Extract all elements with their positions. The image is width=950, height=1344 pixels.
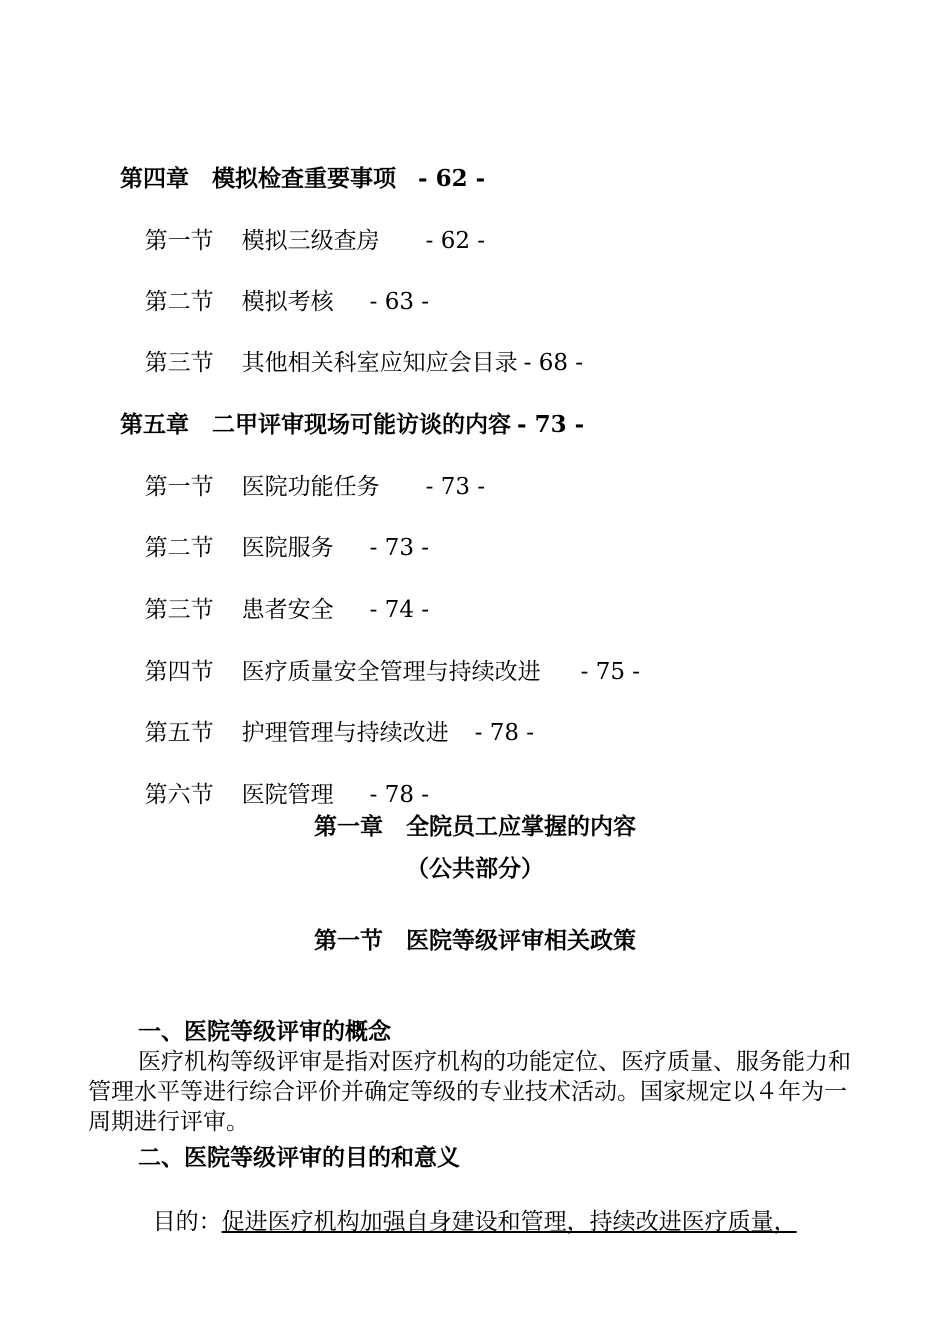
toc-chapter-4-title: 第四章 模拟检查重要事项 <box>120 165 397 192</box>
section-title: 第一节 医院等级评审相关政策 <box>314 927 636 954</box>
heading-concept: 一、医院等级评审的概念 <box>138 1018 391 1045</box>
purpose-line <box>138 1177 797 1237</box>
toc-chapter-5[interactable] <box>104 380 584 440</box>
toc-section-page: - 62 - <box>425 228 486 254</box>
toc-section-title: 医院功能任务 <box>241 474 380 500</box>
toc-section[interactable] <box>130 750 429 810</box>
toc-section-page: - 78 - <box>474 720 535 746</box>
toc-section-page: - 73 - <box>425 474 486 500</box>
toc-section-title: 模拟三级查房 <box>241 228 380 254</box>
toc-section[interactable] <box>130 442 485 502</box>
purpose-text: 促进医疗机构加强自身建设和管理，持续改进医疗质量， <box>221 1209 797 1235</box>
toc-section-num: 第四节 <box>144 659 214 685</box>
toc-section[interactable] <box>130 257 429 317</box>
toc-section-num: 第六节 <box>144 782 214 808</box>
toc-section-num: 第五节 <box>144 720 214 746</box>
toc-section-title: 患者安全 <box>241 597 334 623</box>
toc-section-num: 第二节 <box>144 289 214 315</box>
chapter-title: 第一章 全院员工应掌握的内容 <box>314 813 636 840</box>
toc-chapter-5-page: - 73 - <box>517 411 585 438</box>
toc-section-page: - 78 - <box>369 782 430 808</box>
toc-section[interactable] <box>130 627 640 687</box>
toc-section-title: 护理管理与持续改进 <box>241 720 449 746</box>
toc-section-title: 其他相关科室应知应会目录 <box>241 350 518 376</box>
heading-purpose: 二、医院等级评审的目的和意义 <box>138 1144 460 1171</box>
toc-section[interactable] <box>130 503 429 563</box>
toc-section-num: 第一节 <box>144 474 214 500</box>
toc-section[interactable] <box>130 688 534 748</box>
toc-section[interactable] <box>130 318 583 378</box>
toc-section-title: 医疗质量安全管理与持续改进 <box>241 659 541 685</box>
toc-section-num: 第一节 <box>144 228 214 254</box>
toc-chapter-4-page: - 62 - <box>418 165 486 192</box>
toc-section-title: 医院服务 <box>241 535 334 561</box>
toc-section-page: - 68 - <box>523 350 584 376</box>
toc-section-num: 第三节 <box>144 597 214 623</box>
purpose-label: 目的： <box>152 1209 222 1235</box>
toc-chapter-4[interactable] <box>104 134 485 194</box>
toc-section-page: - 73 - <box>369 535 430 561</box>
toc-section[interactable] <box>130 565 429 625</box>
toc-section-page: - 63 - <box>369 289 430 315</box>
toc-section-num: 第三节 <box>144 350 214 376</box>
chapter-subtitle: （公共部分） <box>406 855 544 882</box>
toc-section-title: 模拟考核 <box>241 289 334 315</box>
paragraph-concept: 医疗机构等级评审是指对医疗机构的功能定位、医疗质量、服务能力和管理水平等进行综合评价并确定等级的专业技术活动。国家规定以４年为一周期进行评审。 <box>88 1049 851 1135</box>
toc-section-page: - 75 - <box>580 659 641 685</box>
toc-section-page: - 74 - <box>369 597 430 623</box>
toc-section-num: 第二节 <box>144 535 214 561</box>
toc-chapter-5-title: 第五章 二甲评审现场可能访谈的内容 <box>120 411 512 438</box>
toc-section-title: 医院管理 <box>241 782 334 808</box>
toc-section[interactable] <box>130 196 485 256</box>
